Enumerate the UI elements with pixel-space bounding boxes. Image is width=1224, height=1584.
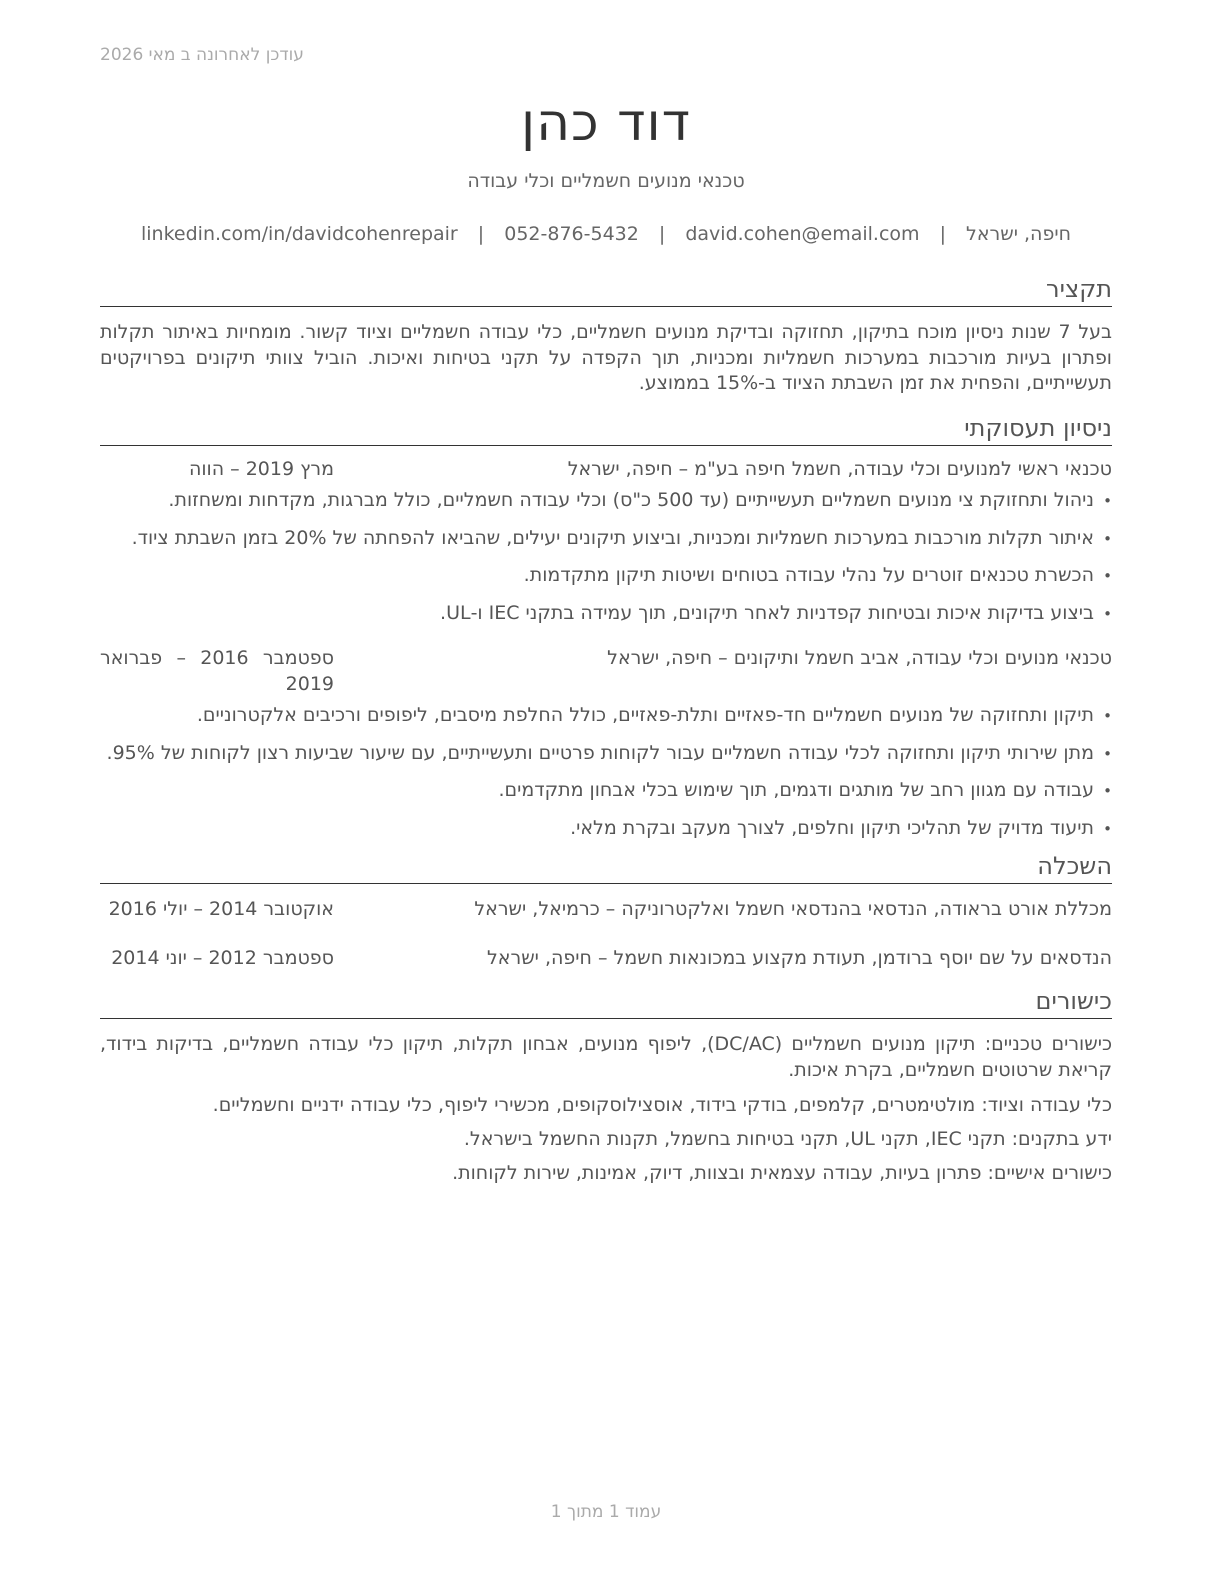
last-updated: עודכן לאחרונה ב מאי 2026 [100, 45, 304, 65]
skill-line: כישורים אישיים: פתרון בעיות, עבודה עצמאית ובצוות, דיוק, אמינות, שירות לקוחות. [452, 1162, 1112, 1184]
contact-separator: | [939, 223, 946, 245]
page-number: עמוד 1 מתוך 1 [550, 1502, 662, 1522]
education-item [100, 946, 1112, 972]
list-item: • תיעוד מדויק של תהליכי תיקון וחלפים, לצורך מעקב ובקרת מלאי. [100, 816, 1112, 842]
job-role: טכנאי מנועים וכלי עבודה, אביב חשמל ותיקונים – חיפה, ישראל [607, 647, 1112, 669]
job-dates: ספטמבר 2016 – פברואר 2019 [100, 647, 334, 695]
education-school: הנדסאים על שם יוסף ברודמן, תעודת מקצוע במכונאות חשמל – חיפה, ישראל [487, 947, 1112, 969]
contact-line [100, 222, 1112, 248]
summary-text: בעל 7 שנות ניסיון מוכח בתיקון, תחזוקה ובדיקת מנועים חשמליים, כלי עבודה חשמליים וציוד קשור. מומחיות באיתור תקלות ופתרון בעיות מורכבות במערכות חשמליות ומכניות, תוך הקפדה על תקני בטיחות ואיכות. הוביל צוותי תיקונים בפרויקטים תעשייתיים, והפחית את זמן השבתת הציוד ב-15% בממוצע. [100, 321, 1112, 395]
list-item: • ניהול ותחזוקת צי מנועים חשמליים תעשייתיים (עד 500 כ"ס) וכלי עבודה חשמליים, כולל מברגות, מקדחות ומשחזות. [100, 488, 1112, 514]
job-bullets [100, 703, 1112, 854]
experience-heading: ניסיון תעסוקתי [100, 414, 1112, 446]
education-dates: ספטמבר 2012 – יוני 2014 [111, 947, 334, 969]
job-header [100, 646, 1112, 698]
education-heading: השכלה [100, 852, 1112, 884]
job-header [100, 457, 1112, 483]
contact-email[interactable]: david.cohen@email.com [685, 223, 920, 245]
skills-heading: כישורים [100, 987, 1112, 1019]
list-item: • ביצוע בדיקות איכות ובטיחות קפדניות לאחר תיקונים, תוך עמידה בתקני IEC ו-UL. [100, 601, 1112, 627]
skill-line: ידע בתקנים: תקני IEC, תקני UL, תקני בטיחות בחשמל, תקנות החשמל בישראל. [463, 1128, 1112, 1150]
education-item [100, 897, 1112, 923]
job-bullets [100, 488, 1112, 639]
contact-separator: | [658, 223, 666, 245]
list-item: • מתן שירותי תיקון ותחזוקה לכלי עבודה חשמליים עבור לקוחות פרטיים ותעשייתיים, עם שיעור שביעות רצון לקוחות של 95%. [100, 741, 1112, 767]
list-item: • תיקון ותחזוקה של מנועים חשמליים חד-פאזיים ותלת-פאזיים, כולל החלפת מיסבים, ליפופים ורכיבים אלקטרוניים. [100, 703, 1112, 729]
list-item: • הכשרת טכנאים זוטרים על נהלי עבודה בטוחים ושיטות תיקון מתקדמות. [100, 563, 1112, 589]
contact-separator: | [477, 223, 485, 245]
education-dates: אוקטובר 2014 – יולי 2016 [108, 898, 334, 920]
resume-page [100, 0, 1112, 1584]
candidate-title: טכנאי מנועים חשמליים וכלי עבודה [467, 170, 745, 192]
list-item: • איתור תקלות מורכבות במערכות חשמליות ומכניות, וביצוע תיקונים יעילים, שהביאו להפחתה של 20% בזמן השבתת ציוד. [100, 526, 1112, 552]
contact-linkedin[interactable]: linkedin.com/in/davidcohenrepair [140, 223, 458, 245]
job-dates: מרץ 2019 – הווה [188, 458, 334, 480]
contact-location: חיפה, ישראל [966, 223, 1072, 245]
education-school: מכללת אורט בראודה, הנדסאי בהנדסאי חשמל ואלקטרוניקה – כרמיאל, ישראל [474, 898, 1112, 920]
skill-line: כלי עבודה וציוד: מולטימטרים, קלמפים, בודקי בידוד, אוסצילוסקופים, מכשירי ליפוף, כלי עבודה ידניים וחשמליים. [212, 1094, 1112, 1116]
summary-heading: תקציר [100, 275, 1112, 307]
list-item: • עבודה עם מגוון רחב של מותגים ודגמים, תוך שימוש בכלי אבחון מתקדמים. [100, 778, 1112, 804]
skill-line: כישורים טכניים: תיקון מנועים חשמליים (DC/AC), ליפוף מנועים, אבחון תקלות, תיקון כלי עבודה חשמליים, בדיקות בידוד, קריאת שרטוטים חשמליים, בקרת איכות. [100, 1033, 1112, 1081]
job-role: טכנאי ראשי למנועים וכלי עבודה, חשמל חיפה בע"מ – חיפה, ישראל [567, 458, 1112, 480]
contact-phone[interactable]: 052-876-5432 [504, 223, 639, 245]
candidate-name: דוד כהן [520, 93, 692, 153]
